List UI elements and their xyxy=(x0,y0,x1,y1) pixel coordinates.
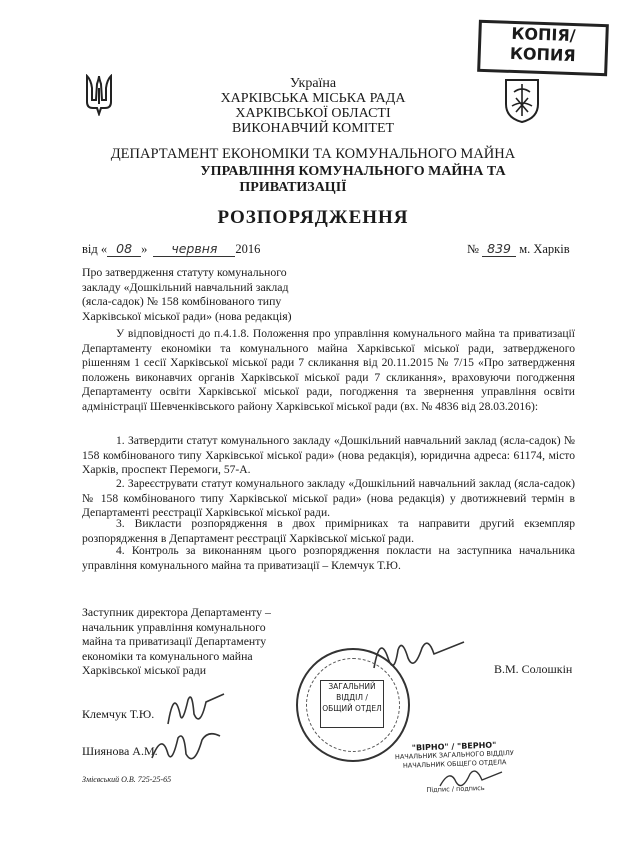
signatory-line: начальник управління комунального xyxy=(82,619,266,634)
verification-stamp-line1: "ВІРНО" / "ВЕРНО" xyxy=(411,740,497,753)
date-mid: » xyxy=(141,242,148,256)
number-city: м. Харків xyxy=(519,242,570,256)
date-month: червня xyxy=(153,241,235,257)
shiyanova-signature xyxy=(146,724,226,772)
signatory-title xyxy=(82,605,322,678)
verification-signature xyxy=(436,764,506,794)
round-stamp-line1: ЗАГАЛЬНИЙ xyxy=(328,682,376,691)
subject-line: закладу «Дошкільний навчальний заклад xyxy=(82,279,289,294)
signatory-line: Заступник директора Департаменту – xyxy=(82,605,271,619)
date-year: 2016 xyxy=(235,242,261,256)
number-prefix: № xyxy=(467,242,479,256)
approval-klemchuk: Клемчук Т.Ю. xyxy=(82,707,155,721)
subject-line: (ясла-садок) № 158 комбінованого типу xyxy=(82,294,282,308)
copy-stamp-line2: КОПИЯ xyxy=(509,43,576,66)
header-council: ХАРКІВСЬКА МІСЬКА РАДА xyxy=(220,91,406,106)
number-value: 839 xyxy=(482,241,516,257)
preamble-paragraph: У відповідності до п.4.1.8. Положення про управління комунального майна та приватизації Департаменту економіки та комунального майна Харківської міської ради, затвердженого рішенням 1 сесії Харківської міської ради 7 скликання від 20.11.2015 № 7/15 «Про затвердження положень виконавчих органів Харківської міської ради 7 скликання», враховуючи погодження Департаменту освіти Харківської міської ради, погодження та звернення управління освіти адміністрації Шевченківського району Харківської міської ради (вх. № 4836 від 28.03.2016): xyxy=(82,327,575,413)
order-item-3: 3. Викласти розпорядження в двох примірниках та направити другий екземпляр розпорядження в Департамент реєстрації Харківської міської ради. xyxy=(82,517,575,545)
verification-stamp-line3: НАЧАЛЬНИК ОБЩЕГО ОТДЕЛА xyxy=(402,758,507,770)
header-department: ДЕПАРТАМЕНТ ЕКОНОМІКИ ТА КОМУНАЛЬНОГО МАЙНА xyxy=(110,146,516,162)
header-country: Україна xyxy=(289,76,337,91)
date-day: 08 xyxy=(107,241,141,257)
approval-shiyanova: Шиянова А.М. xyxy=(82,744,158,758)
document-title: РОЗПОРЯДЖЕННЯ xyxy=(217,207,409,228)
footnote: Змієвський О.В. 725-25-65 xyxy=(82,775,172,784)
date-prefix: від « xyxy=(82,242,108,256)
signatory-line: економіки та комунального майна xyxy=(82,648,253,663)
round-stamp-center xyxy=(320,680,384,728)
order-item-4: 4. Контроль за виконанням цього розпорядження покласти на заступника начальника управління комунального майна та приватизації – Клемчук Т.Ю. xyxy=(82,544,575,572)
subject-line: Харківської міської ради» (нова редакція) xyxy=(82,308,292,323)
verification-stamp-line2: НАЧАЛЬНИК ЗАГАЛЬНОГО ВІДДІЛУ xyxy=(394,748,514,762)
signatory-line: майна та приватизації Департаменту xyxy=(82,634,267,648)
signatory-line: Харківської міської ради xyxy=(82,663,207,677)
subject-line: Про затвердження статуту комунального xyxy=(82,265,287,279)
signatory-name: В.М. Солошкін xyxy=(494,662,573,676)
copy-stamp-line1: КОПІЯ/ xyxy=(511,23,576,46)
copy-stamp xyxy=(477,20,609,77)
order-item-2: 2. Зареєструвати статут комунального закладу «Дошкільний навчальний заклад (ясла-садок) № 158 комбінованого типу Харківської міської ради» (нова редакція) у двотижневий термін в Департаменті реєстрації Харківської міської ради. xyxy=(82,477,575,519)
round-stamp-line3: ОБЩИЙ ОТДЕЛ xyxy=(322,704,382,713)
header-admin-line2: ПРИВАТИЗАЦІЇ xyxy=(239,180,347,195)
header-admin-line1: УПРАВЛІННЯ КОМУНАЛЬНОГО МАЙНА ТА xyxy=(200,164,506,179)
date-line xyxy=(82,241,260,257)
verification-stamp-sign: Підпис / подпись xyxy=(426,783,485,795)
round-stamp-line2: ВІДДІЛ / xyxy=(336,693,368,702)
header-oblast: ХАРКІВСЬКОЇ ОБЛАСТІ xyxy=(235,106,391,121)
header-executive: ВИКОНАВЧИЙ КОМІТЕТ xyxy=(231,121,395,136)
subject-block xyxy=(82,265,362,323)
order-item-1: 1. Затвердити статут комунального закладу «Дошкільний навчальний заклад (ясла-садок) № 158 комбінованого типу Харківської міської ради» (нова редакція), юридична адреса: 61174, місто Харків, проспект Перемоги, 57-А. xyxy=(82,434,575,476)
number-line xyxy=(467,241,570,257)
